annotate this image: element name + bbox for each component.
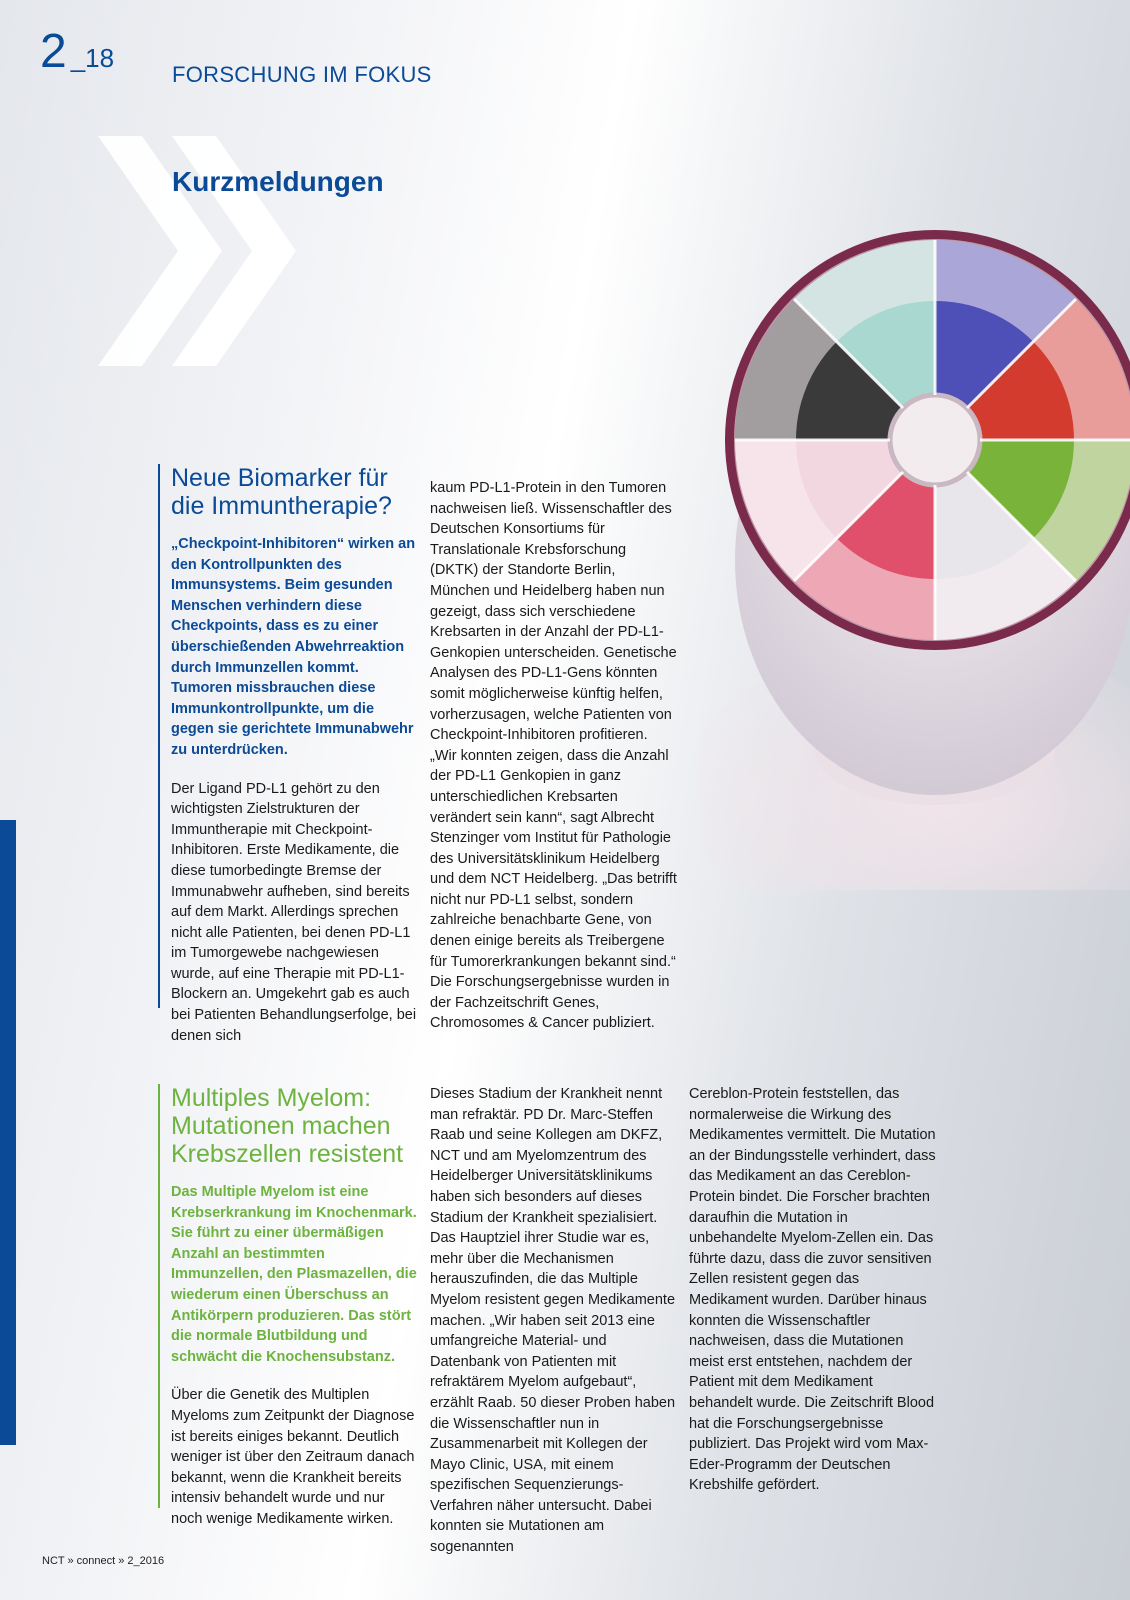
article-headline: Neue Biomarker für die Immuntherapie?	[171, 464, 392, 520]
blue-margin-bar	[0, 820, 16, 1445]
article-lead: „Checkpoint-Inhibitoren“ wirken an den Kontrollpunkten des Immunsystems. Beim gesunden Menschen verhindern diese Checkpoints, dass es zu einer überschießenden Abwehrreaktion durch Immunzellen kommt. Tumoren missbrauchen diese Immunkontrollpunkte, um die gegen sie gerichtete Immunabwehr zu unterdrücken.	[171, 536, 416, 758]
article-body: Der Ligand PD-L1 gehört zu den wichtigsten Zielstrukturen der Immuntherapie mit Checkpoint-Inhibitoren. Erste Medikamente, die diese tumorbedingte Bremse der Immunabwehr aufheben, sind bereits auf dem Markt. Allerdings sprechen nicht alle Patienten, bei denen PD-L1 im Tumorgewebe nachgewiesen wurde, auf eine Therapie mit PD-L1-Blockern an. Umgekehrt gab es auch bei Patienten Behandlungserfolge, bei denen sich	[171, 780, 417, 1044]
article-column-1	[171, 464, 419, 1064]
pill-dispenser-image	[700, 230, 1130, 890]
page-title: Kurzmeldungen	[172, 166, 384, 197]
article-body: Über die Genetik des Multiplen Myeloms zum Zeitpunkt der Diagnose ist bereits einiges bekannt. Deutlich weniger ist über den Zeitraum danach bekannt, wenn die Krankheit bereits intensiv behandelt wurde und nur noch wenige Medikamente wirken.	[171, 1387, 415, 1527]
page-number-minor: _18	[70, 43, 115, 73]
article-column-3	[689, 1084, 937, 1514]
article-column-2	[430, 478, 678, 1052]
article-column-2	[430, 1084, 678, 1576]
article-lead: Das Multiple Myelom ist eine Krebserkrankung im Knochenmark. Sie führt zu einer übermäßigen Anzahl an bestimmten Immunzellen, den Plasmazellen, die wiederum einen Überschuss an Antikörpern produzieren. Das stört die normale Blutbildung und schwächt die Knochensubstanz.	[171, 1184, 417, 1365]
article-body: Cereblon-Protein feststellen, das normalerweise die Wirkung des Medikamentes vermittelt. Die Mutation an der Bindungsstelle verhindert, dass das Medikament an das Cereblon-Protein bindet. Die Forscher brachten daraufhin die Mutation in unbehandelte Myelom-Zellen ein. Das führte dazu, dass die zuvor sensitiven Zellen resistent gegen das Medikament wurden. Darüber hinaus konnten die Wissenschaftler nachweisen, dass die Mutationen meist erst entstehen, nachdem der Patient mit dem Medikament behandelt wurde. Die Zeitschrift Blood hat die Forschungsergebnisse publiziert. Das Projekt wird vom Max-Eder-Programm der Deutschen Krebshilfe gefördert.	[689, 1086, 936, 1494]
page-footer: NCT » connect » 2_2016	[42, 1555, 165, 1567]
page-number	[40, 25, 115, 78]
article-body: kaum PD-L1-Protein in den Tumoren nachweisen ließ. Wissenschaftler des Deutschen Konsortiums für Translationale Krebsforschung (DKTK) der Standorte Berlin, München und Heidelberg haben nun gezeigt, dass sich verschiedene Krebsarten in der Anzahl der PD-L1-Genkopien unterscheiden. Genetische Analysen des PD-L1-Gens könnten somit möglicherweise künftig helfen, vorherzusagen, welche Patienten von Checkpoint-Inhibitoren profitieren. „Wir konnten zeigen, dass die Anzahl der PD-L1 Genkopien in ganz unterschiedlichen Krebsarten verändert sein kann“, sagt Albrecht Stenzinger vom Institut für Pathologie des Universitätsklinikum Heidelberg und dem NCT Heidelberg. „Das betrifft nicht nur PD-L1 selbst, sondern zahlreiche benachbarte Gene, von denen einige bereits als Treibergene für Tumorerkrankungen bekannt sind.“ Die Forschungsergebnisse wurden in der Fachzeitschrift Genes, Chromosomes & Cancer publiziert.	[430, 480, 677, 1032]
article-body: Dieses Stadium der Krankheit nennt man refraktär. PD Dr. Marc-Steffen Raab und seine Kollegen am DKFZ, NCT und am Myelomzentrum des Heidelberger Universitätsklinikums haben sich besonders auf dieses Stadium der Krankheit spezialisiert. Das Hauptziel ihrer Studie war es, mehr über die Mechanismen herauszufinden, die das Multiple Myelom resistent gegen Medikamente machen. „Wir haben seit 2013 eine umfangreiche Material- und Datenbank von Patienten mit refraktärem Myelom aufgebaut“, erzählt Raab. 50 dieser Proben haben die Wissenschaftler nun in Zusammenarbeit mit Kollegen der Mayo Clinic, USA, mit einem spezifischen Sequenzierungs-Verfahren näher untersucht. Dabei konnten sie Mutationen am sogenannten	[430, 1086, 676, 1556]
article-rule	[158, 464, 160, 1008]
section-label: FORSCHUNG IM FOKUS	[172, 62, 432, 87]
article-rule	[158, 1084, 160, 1508]
article-headline: Multiples Myelom: Mutationen machen Krebszellen resistent	[171, 1084, 404, 1168]
page-number-major: 2	[40, 25, 67, 78]
article-column-1	[171, 1084, 419, 1548]
